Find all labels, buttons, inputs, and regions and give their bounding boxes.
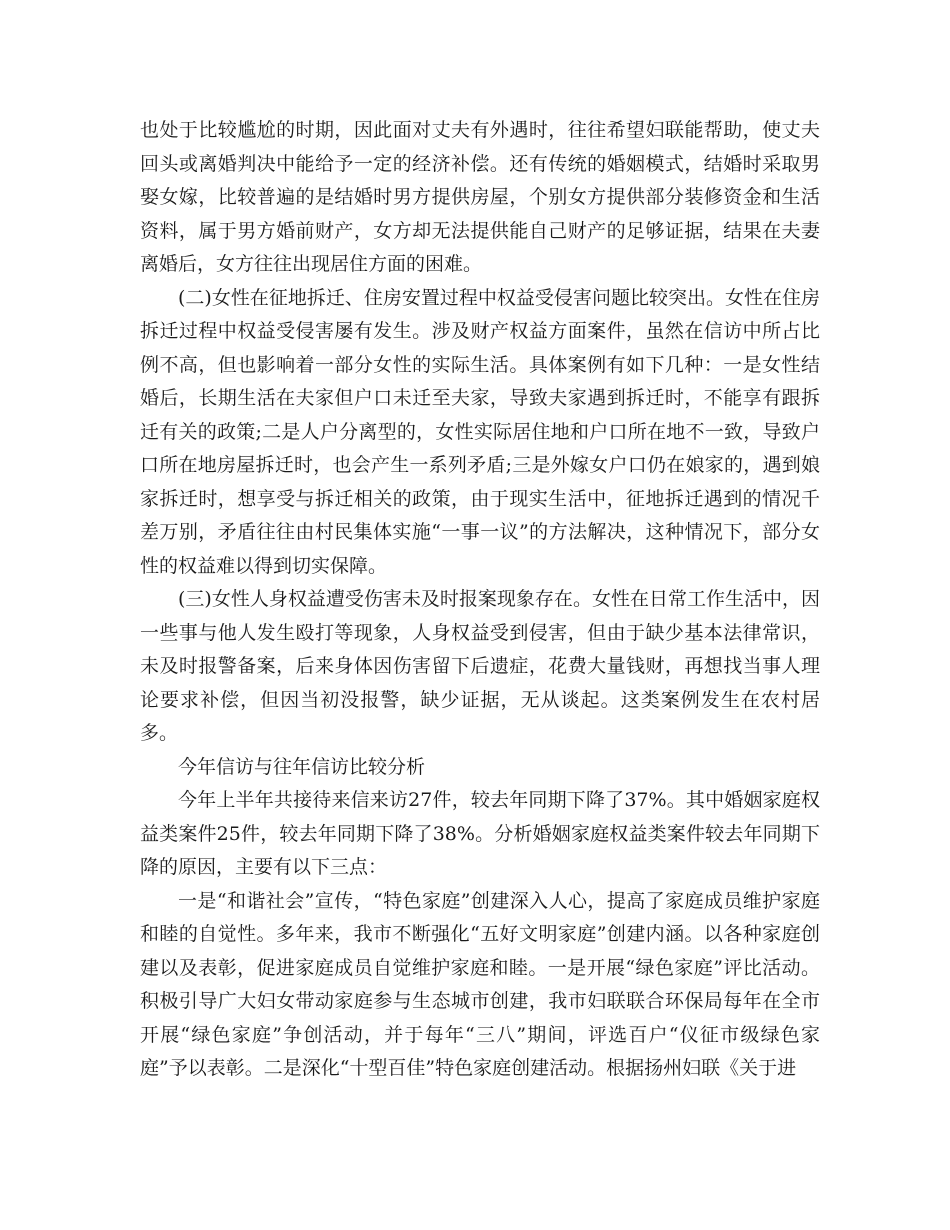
paragraph-continuation: 也处于比较尴尬的时期，因此面对丈夫有外遇时，往往希望妇联能帮助，使丈夫回头或离婚判决中能给予一定的经济补偿。还有传统的婚姻模式，结婚时采取男娶女嫁，比较普遍的是结婚时男方提供房屋，个别女方提供部分装修资金和生活资料，属于男方婚前财产，女方却无法提供能自己财产的足够证据，结果在夫妻离婚后，女方往往出现居住方面的困难。 <box>140 119 820 275</box>
paragraph-reason-one: 一是“和谐社会”宣传，“特色家庭”创建深入人心，提高了家庭成员维护家庭和睦的自觉性。多年来，我市不断强化“五好文明家庭”创建内涵。以各种家庭创建以及表彰，促进家庭成员自觉维护家庭和睦。一是开展“绿色家庭”评比活动。积极引导广大妇女带动家庭参与生态城市创建，我市妇联联合环保局每年在全市开展“绿色家庭”争创活动，并于每年“三八”期间，评选百户“仪征市级绿色家庭”予以表彰。二是深化“十型百佳”特色家庭创建活动。根据扬州妇联《关于进 <box>140 889 820 1079</box>
paragraph-section-two: (二)女性在征地拆迁、住房安置过程中权益受侵害问题比较突出。女性在住房拆迁过程中权益受侵害屡有发生。涉及财产权益方面案件，虽然在信访中所占比例不高，但也影响着一部分女性的实际生活。具体案例有如下几种：一是女性结婚后，长期生活在夫家但户口未迁至夫家，导致夫家遇到拆迁时，不能享有跟拆迁有关的政策;二是人户分离型的，女性实际居住地和户口所在地不一致，导致户口所在地房屋拆迁时，也会产生一系列矛盾;三是外嫁女户口仍在娘家的，遇到娘家拆迁时，想享受与拆迁相关的政策，由于现实生活中，征地拆迁遇到的情况千差万别，矛盾往往由村民集体实施“一事一议”的方法解决，这种情况下，部分女性的权益难以得到切实保障。 <box>140 286 820 577</box>
paragraph-section-three: (三)女性人身权益遭受伤害未及时报案现象存在。女性在日常工作生活中，因一些事与他人发生殴打等现象，人身权益受到侵害，但由于缺少基本法律常识，未及时报警备案，后来身体因伤害留下后遗症，花费大量钱财，再想找当事人理论要求补偿，但因当初没报警，缺少证据，无从谈起。这类案例发生在农村居多。 <box>140 588 820 744</box>
document-body <box>140 114 820 1086</box>
section-heading-comparison: 今年信访与往年信访比较分析 <box>178 755 426 778</box>
paragraph-statistics: 今年上半年共接待来信来访27件，较去年同期下降了37%。其中婚姻家庭权益类案件25件，较去年同期下降了38%。分析婚姻家庭权益类案件较去年同期下降的原因，主要有以下三点： <box>140 789 820 878</box>
